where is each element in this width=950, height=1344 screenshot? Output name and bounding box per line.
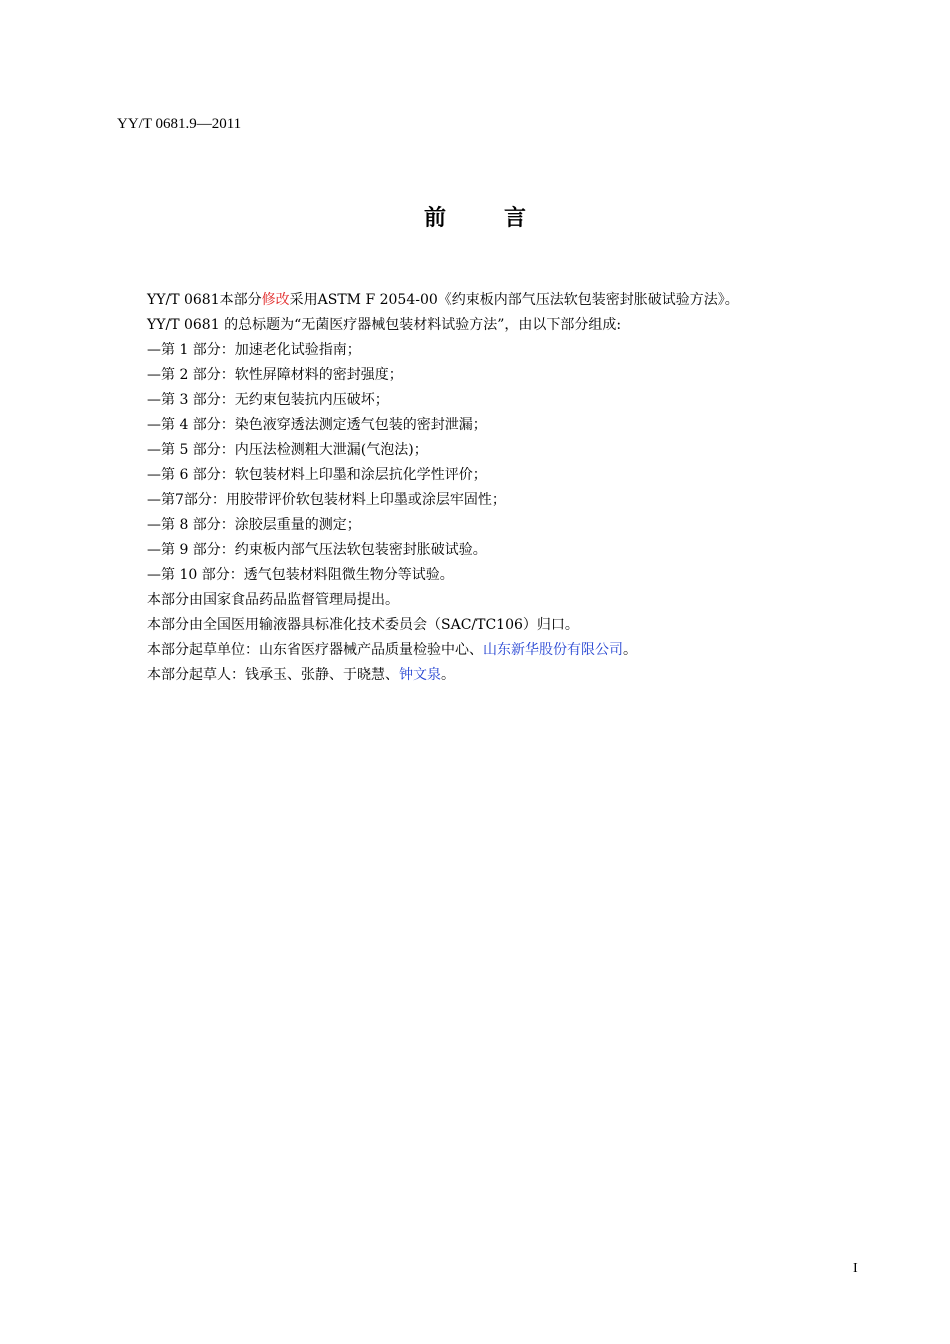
page-title bbox=[0, 204, 950, 234]
part-item: —第 6 部分：软包装材料上印墨和涂层抗化学性评价； bbox=[147, 467, 487, 483]
part-item: —第 1 部分：加速老化试验指南； bbox=[147, 342, 361, 358]
intro-paragraph-1 bbox=[147, 288, 847, 313]
drafting-unit-highlight: 山东新华股份有限公司 bbox=[483, 642, 623, 658]
part-item: —第 10 部分：透气包装材料阻微生物分等试验。 bbox=[147, 567, 454, 583]
part-item: —第7部分：用胶带评价软包装材料上印墨或涂层牢固性； bbox=[147, 492, 506, 508]
drafters-suffix: 。 bbox=[441, 667, 455, 683]
intro-p1-modified-highlight: 修改 bbox=[261, 292, 290, 308]
standard-code: YY/T 0681.9—2011 bbox=[117, 116, 242, 132]
intro-p1-suffix: 采用ASTM F 2054-00《约束板内部气压法软包装密封胀破试验方法》。 bbox=[289, 292, 739, 308]
foreword-body bbox=[147, 288, 847, 688]
drafters-prefix: 本部分起草人：钱承玉、张静、于晓慧、 bbox=[147, 667, 399, 683]
proposed-by: 本部分由国家食品药品监督管理局提出。 bbox=[147, 592, 399, 608]
drafting-units-prefix: 本部分起草单位：山东省医疗器械产品质量检验中心、 bbox=[147, 642, 483, 658]
drafting-units-suffix: 。 bbox=[623, 642, 637, 658]
drafting-units bbox=[147, 638, 847, 663]
centralized-by: 本部分由全国医用输液器具标准化技术委员会（SAC/TC106）归口。 bbox=[147, 617, 579, 633]
intro-paragraph-2: YY/T 0681 的总标题为“无菌医疗器械包装材料试验方法”，由以下部分组成: bbox=[147, 317, 622, 333]
page-number: I bbox=[853, 1261, 858, 1276]
part-item: —第 9 部分：约束板内部气压法软包装密封胀破试验。 bbox=[147, 542, 487, 558]
part-item: —第 3 部分：无约束包装抗内压破坏； bbox=[147, 392, 389, 408]
part-item: —第 5 部分：内压法检测粗大泄漏(气泡法)； bbox=[147, 442, 428, 458]
title-char-1: 前 bbox=[423, 206, 446, 231]
part-item: —第 8 部分：涂胶层重量的测定； bbox=[147, 517, 361, 533]
intro-p1-prefix: YY/T 0681本部分 bbox=[147, 292, 262, 308]
title-char-2: 言 bbox=[504, 206, 527, 231]
part-item: —第 4 部分：染色液穿透法测定透气包装的密封泄漏； bbox=[147, 417, 487, 433]
part-item: —第 2 部分：软性屏障材料的密封强度； bbox=[147, 367, 403, 383]
drafters bbox=[147, 663, 847, 688]
drafter-highlight: 钟文泉 bbox=[399, 667, 441, 683]
